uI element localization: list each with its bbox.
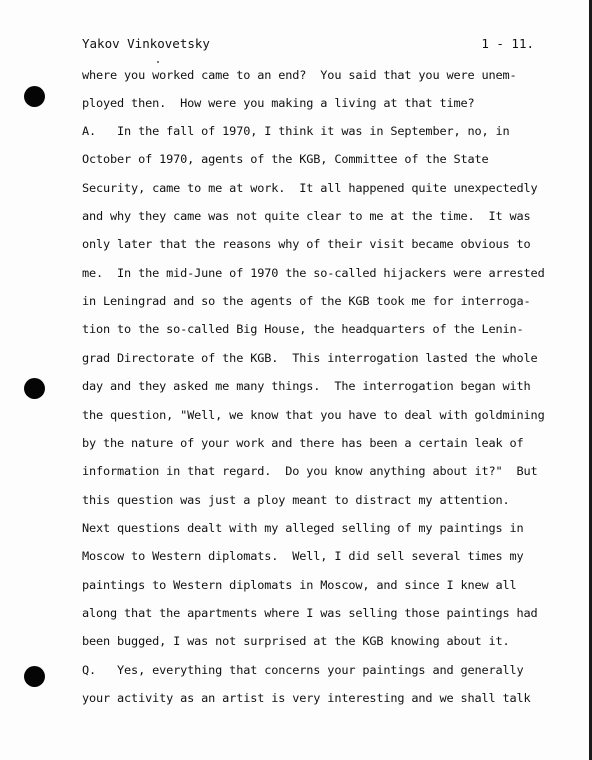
text-line: where you worked came to an end? You said that you were unem- [82, 68, 517, 82]
text-line: Security, came to me at work. It all happened quite unexpectedly [82, 181, 538, 195]
text-line: Q. Yes, everything that concerns your paintings and generally [82, 663, 524, 677]
text-line: grad Directorate of the KGB. This interrogation lasted the whole [82, 351, 538, 365]
text-line: A. In the fall of 1970, I think it was in September, no, in [82, 124, 510, 138]
text-line: information in that regard. Do you know anything about it?" But [82, 464, 538, 478]
text-line: me. In the mid-June of 1970 the so-called hijackers were arrested [82, 266, 545, 280]
text-line: tion to the so-called Big House, the headquarters of the Lenin- [82, 322, 524, 336]
interviewee-name: Yakov Vinkovetsky [82, 36, 210, 51]
text-line: Moscow to Western diplomats. Well, I did sell several times my [82, 549, 524, 563]
text-line: along that the apartments where I was selling those paintings had [82, 606, 538, 620]
punch-hole [24, 86, 45, 107]
punch-hole [24, 378, 45, 399]
paper-speck [157, 61, 159, 63]
text-line: ployed then. How were you making a living at that time? [82, 96, 475, 110]
text-line: October of 1970, agents of the KGB, Committee of the State [82, 152, 489, 166]
text-line: by the nature of your work and there has been a certain leak of [82, 436, 524, 450]
text-line: only later that the reasons why of their visit became obvious to [82, 237, 531, 251]
page-number: 1 - 11. [481, 36, 534, 51]
text-line: your activity as an artist is very interesting and we shall talk [82, 691, 531, 705]
text-line: Next questions dealt with my alleged selling of my paintings in [82, 521, 524, 535]
text-line: this question was just a ploy meant to distract my attention. [82, 493, 510, 507]
punch-hole [24, 666, 45, 687]
text-line: paintings to Western diplomats in Moscow, and since I knew all [82, 578, 517, 592]
text-line: in Leningrad and so the agents of the KGB took me for interroga- [82, 294, 531, 308]
text-line: been bugged, I was not surprised at the KGB knowing about it. [82, 634, 510, 648]
text-line: and why they came was not quite clear to me at the time. It was [82, 209, 531, 223]
text-line: day and they asked me many things. The interrogation began with [82, 379, 531, 393]
text-line: the question, "Well, we know that you have to deal with goldmining [82, 408, 545, 422]
